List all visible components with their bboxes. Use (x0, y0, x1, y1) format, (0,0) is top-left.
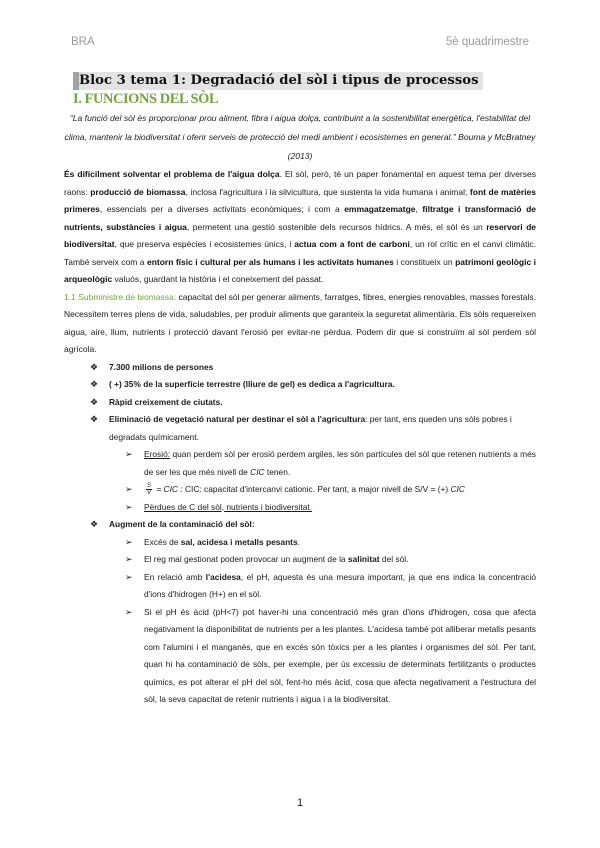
bullet-text: Ràpid creixement de ciutats. (109, 396, 223, 407)
sub-list-item (64, 446, 536, 481)
diamond-bullet-icon: ❖ (90, 414, 99, 424)
fraction-numerator: S (147, 483, 152, 490)
intro-text-8: , (415, 204, 423, 214)
bullet-text: Augment de la contaminació del sòl: (109, 519, 255, 529)
acid-text-1: En relació amb (144, 571, 206, 582)
quote-text: “La funció del sòl és proporcionar prou aliment, fibra i aigua dolça, contribuint a la sostenibilitat energètica, l'estabilitat del clima, mantenir la biodiversitat i oferir serveis de protecció del medi ambient i ecosistemes en general.” (64, 113, 531, 142)
intro-text-12: , que preserva espècies i ecosistemes únics, i (114, 239, 295, 249)
intro-text-2: . El sòl, però, té un paper fonamental en aquest tema per diverses raons: (64, 169, 536, 197)
page-title: Bloc 3 tema 1: Degradació del sòl i tipus de processos (79, 72, 483, 90)
erosio-cic: CIC (250, 466, 265, 477)
arrow-bullet-icon: ➢ (125, 606, 133, 617)
intro-bold-7: emmagatzematge (344, 204, 416, 214)
sub-list-item (64, 569, 536, 604)
reg-text-3: del sòl. (379, 554, 409, 564)
list-item (64, 411, 536, 446)
biomass-text: capacitat del sòl per generar aliments, farratges, fibres, energies renovables, masses forestals. Necessitem terres plens de vida, saludables, per produir aliments que garanteix la seguretat alimentària. Els sòls requereixen aigua, aire, llum, nutrients i protecció davant l'erosió per evitar-ne pèrdua. Podem dir que si construïm al sòl perdem sòl agrícola. (64, 291, 536, 354)
erosio-end: tenen. (264, 466, 291, 477)
fraction-denominator: V (147, 490, 152, 497)
biomass-paragraph (64, 289, 536, 359)
page-content (64, 72, 536, 709)
arrow-bullet-icon: ➢ (125, 501, 133, 512)
sub-list-item (64, 499, 536, 517)
list-item (64, 359, 536, 377)
intro-bold-9: filtratge i transformació de nutrients, substàncies i aigua (64, 204, 536, 232)
intro-text-14: , un rol crític en el canvi climàtic. També serveix com a (64, 239, 536, 267)
title-bar (64, 72, 536, 90)
acid-bold: l'acidesa (205, 571, 241, 582)
quote-author: Bouma y McBratney (2013) (287, 132, 536, 161)
bullet-text: : per tant, ens queden uns sòls pobres i degradats químicament. (109, 414, 512, 442)
intro-bold-15: entorn físic i cultural per als humans i les activitats humanes (146, 256, 394, 267)
diamond-bullet-icon: ❖ (90, 361, 99, 372)
sv-fraction (146, 483, 152, 496)
exces-text-3: . (297, 536, 300, 547)
exces-text-1: Excés de (144, 536, 181, 547)
intro-text-4: , inclosa l'agricultura i la silvicultura, que sustenta la vida humana i animal; (185, 186, 470, 197)
arrow-bullet-icon: ➢ (125, 449, 133, 459)
header-right: 5è quadrimestre (445, 36, 529, 48)
cic-end: CIC (450, 484, 465, 494)
list-item (64, 376, 536, 394)
reg-bold: salinitat (347, 554, 380, 564)
bullet-text: ( +) 35% de la superfície terrestre (lliure de gel) es dedica a l'agricultura. (109, 379, 395, 389)
list-item (64, 394, 536, 412)
biomass-heading: 1.1 Subministre de biomassa: (64, 291, 177, 302)
bullet-bold: Eliminació de vegetació natural per destinar el sòl a l'agricultura (109, 414, 366, 424)
intro-bold-1: És difícilment solventar el problema de l'aigua dolça (64, 169, 280, 179)
ph-text: Si el pH és àcid (pH<7) pot haver-hi una concentració més gran d'ions d'hidrogen, cosa que afecta negativament la disponibilitat de nutrients per a les plantes. L'acidesa també pot alliberar metalls pesants com l'alumini i el manganès, que en excés són tòxics per a les plantes i organismes del sòl. Per tant, quan hi ha contaminació de sòls, per exemple, per ús excessiu de determinats fertilitzants o productes químics, es pot alterar el pH del sòl, fent-ho més àcid, cosa que afecta negativament a l'estructura del sòl, la seva capacitat de retenir nutrients i aigua i a la biodiversitat. (144, 606, 536, 704)
intro-text-18: valuós, guardant la història i el coneixement del passat. (112, 274, 324, 284)
quote-block (64, 109, 536, 166)
exces-bold: sal, acidesa i metalls pesants (180, 536, 298, 547)
arrow-bullet-icon: ➢ (125, 554, 133, 564)
intro-bold-13: actua com a font de carboni (294, 239, 410, 249)
sub-list-item (64, 551, 536, 569)
intro-paragraph (64, 166, 536, 289)
header-left: BRA (71, 36, 95, 48)
bullet-text: 7.300 milions de persones (109, 361, 214, 372)
list-item (64, 516, 536, 534)
sub-list-item (64, 481, 536, 499)
cic-text: CIC: capacitat d'intercanvi cationic. Per tant, a major nivell de S/V = (+) (182, 484, 451, 494)
sub-list-item (64, 534, 536, 552)
intro-bold-17: patrimoni geològic i arqueològic (64, 256, 536, 284)
section-heading: I. FUNCIONS DEL SÒL (73, 91, 219, 107)
intro-bold-11: reservori de biodiversitat (64, 221, 536, 249)
erosio-label: Erosió: (144, 449, 171, 459)
sub-list-item (64, 604, 536, 709)
perdues-text: Pèrdues de C del sòl, nutrients i biodiversitat. (144, 501, 313, 512)
arrow-bullet-icon: ➢ (125, 536, 133, 547)
intro-text-10: , permetent una gestió sostenible dels recursos hídrics. A més, el sòl és un (186, 221, 487, 232)
reg-text-1: El reg mal gestionat poden provocar un augment de la (144, 554, 348, 564)
cic-equation: = CIC : (154, 484, 183, 494)
diamond-bullet-icon: ❖ (90, 379, 99, 389)
arrow-bullet-icon: ➢ (125, 571, 133, 582)
erosio-text: quan perdem sòl per erosió perdem argiles, les són partícules del sòl que retenen nutrients a més de ser les que més nivell de (144, 449, 536, 477)
arrow-bullet-icon: ➢ (125, 484, 133, 494)
acid-text-3: , el pH, aquesta és una mesura important, ja que ens indica la concentració d'ions d'hidrogen (H+) en el sòl. (144, 571, 537, 599)
intro-text-16: i constitueix un (393, 256, 456, 267)
intro-text-6: , essencials per a diverses activitats econòmiques; i com a (99, 204, 345, 214)
page-number: 1 (296, 797, 304, 809)
diamond-bullet-icon: ❖ (90, 519, 99, 529)
diamond-bullet-icon: ❖ (90, 396, 99, 407)
intro-bold-3: producció de biomassa (90, 186, 186, 197)
intro-bold-5: font de matèries primeres (64, 186, 536, 214)
